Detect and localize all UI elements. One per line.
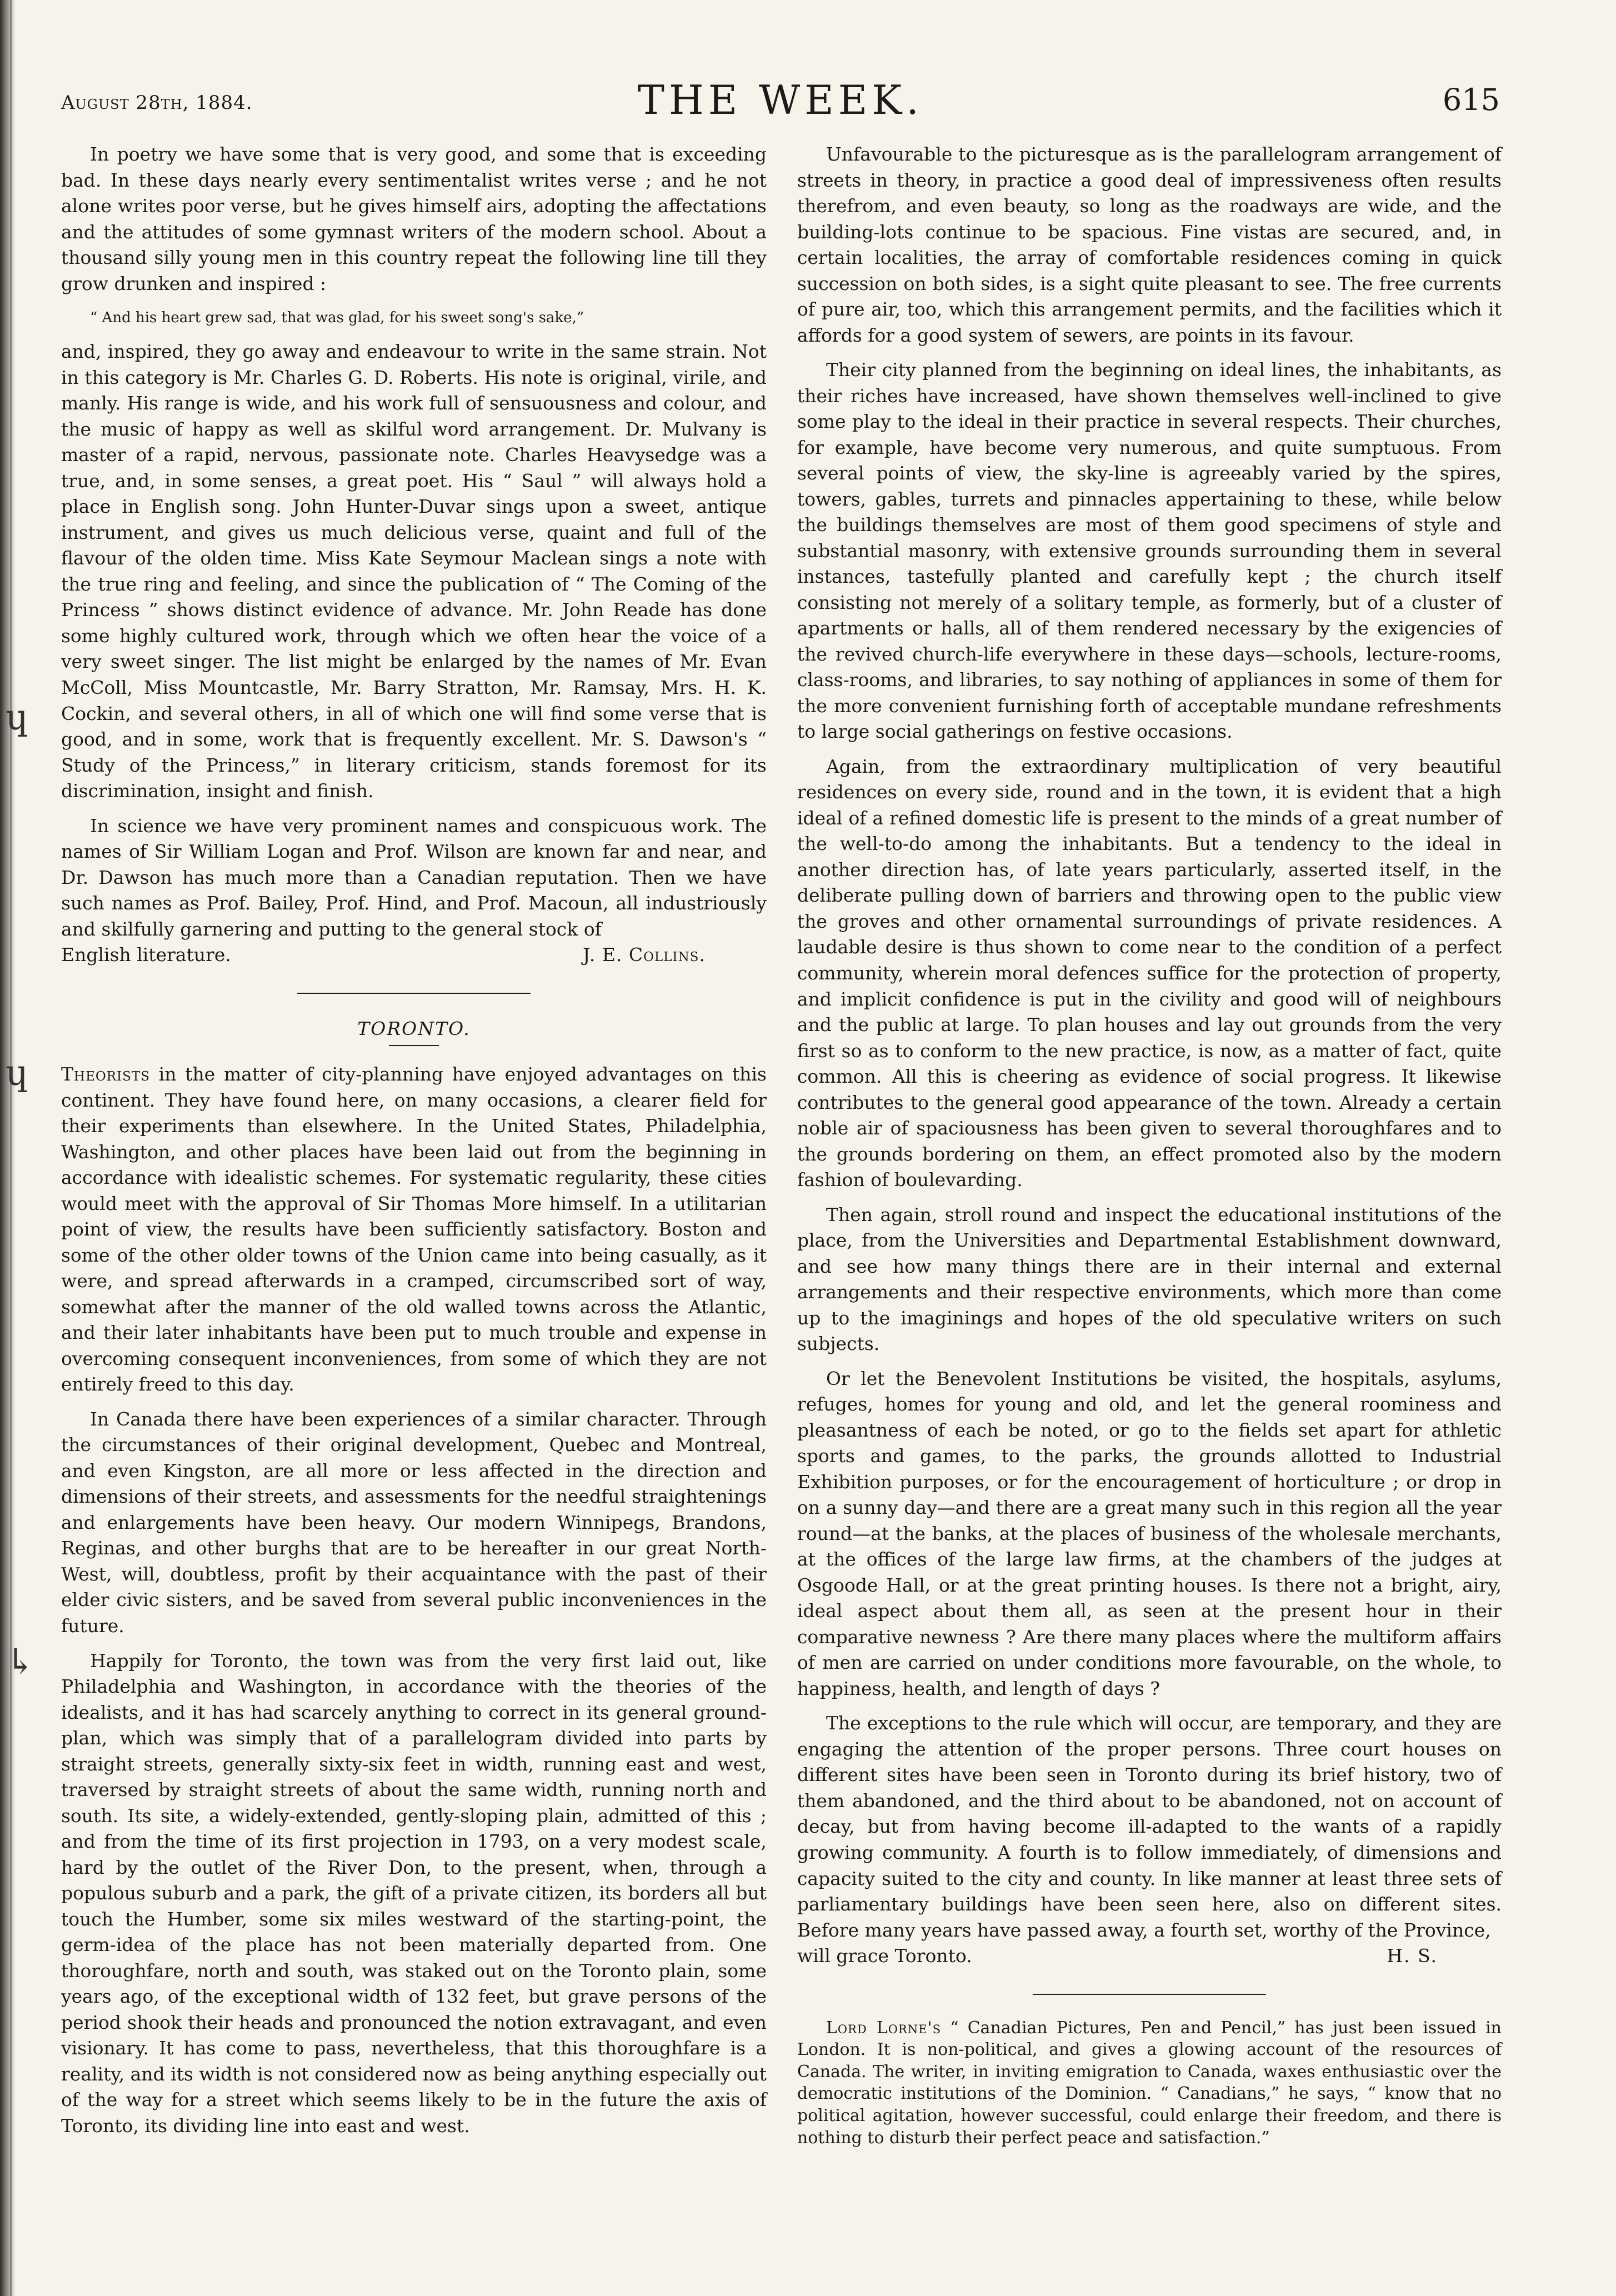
closing-words: English literature.	[61, 944, 231, 966]
title-underline	[389, 1045, 439, 1046]
paragraph-churches: Their city planned from the beginning on ideal lines, the inhabitants, as their riches have increased, have shown themselves well-inclined to give some play to the ideal in their practice in several respects. Their churches, for example, have become very numerous, and quite sumptuous. From several points of view, the sky-line is agreeably varied by the spires, towers, gables, turrets and pinnacles appertaining to these, while below the buildings themselves are most of them good specimens of style and substantial masonry, with extensive grounds surrounding them in several instances, tastefully planted and carefully kept ; the church itself consisting not merely of a solitary temple, as formerly, but of a cluster of apartments or halls, all of them rendered necessary by the exigencies of the revived church-life everywhere in these days—schools, lecture-rooms, class-rooms, and libraries, to say nothing of appliances in some of them for the more convenient furnishing forth of acceptable mundane refreshments to large social gatherings on festive occasions.	[797, 359, 1502, 743]
signoff-line	[61, 942, 767, 968]
author-signature: H. S.	[1387, 1945, 1438, 1967]
section-divider	[297, 993, 531, 994]
quoted-verse-line: “ And his heart grew sad, that was glad, for his sweet song's sake,”	[90, 309, 584, 327]
newspaper-title: THE WEEK.	[637, 77, 924, 123]
binding-line	[10, 0, 12, 2296]
issue-date: August 28th, 1884.	[61, 92, 253, 114]
page-number: 615	[1442, 82, 1500, 117]
closing-words: will grace Toronto.	[797, 1945, 972, 1967]
lead-word: Theorists	[61, 1063, 150, 1086]
paragraph-poetry: In poetry we have some that is very good, and some that is exceeding bad. In these days nearly every sentimentalist writes verse ; and he not alone writes poor verse, but he gives himself airs, adopting the affectations and the attitudes of some gymnast writers of the modern school. About a thousand silly young men in this country repeat the following line till they grow drunken and inspired :	[61, 143, 767, 294]
margin-mark: ↳	[6, 1642, 36, 1683]
paragraph-science: In science we have very prominent names and conspicuous work. The names of Sir William Logan and Prof. Wilson are known far and near, and Dr. Dawson has much more than a Canadian reputation. Then we have such names as Prof. Bailey, Prof. Hind, and Prof. Macoun, all industriously and skilfully garnering and putting to the general stock of	[61, 814, 767, 940]
paragraph-canada: In Canada there have been experiences of a similar character. Through the circumstances of their original development, Quebec and Montreal, and even Kingston, are all more or less affected in the direction and dimensions of their streets, and assessments for the needful straightenings and enlargements have been heavy. Our modern Winnipegs, Brandons, Reginas, and other burghs that are to be hereafter in our great North-West, will, doubtless, profit by their acquaintance with the past of their elder civic sisters, and be saved from several public inconveniences in the future.	[61, 1408, 767, 1637]
section-title: TORONTO.	[357, 1017, 471, 1039]
section-divider	[1033, 1994, 1266, 1995]
paragraph-poets: and, inspired, they go away and endeavour to write in the same strain. Not in this category is Mr. Charles G. D. Roberts. His note is original, virile, and manly. His range is wide, and his work full of sensuousness and colour, and the music of happy as well as skilful word arrangement. Dr. Mulvany is master of a rapid, nervous, passionate note. Charles Heavysedge was a true, and, in some senses, a great poet. His “ Saul ” will always hold a place in English song. John Hunter-Duvar sings upon a sweet, antique instrument, and gives us much delicious verse, quaint and full of the flavour of the olden time. Miss Kate Seymour Maclean sings a note with the true ring and feeling, and since the publication of “ The Coming of the Princess ” shows distinct evidence of advance. Mr. John Reade has done some highly cultured work, through which we often hear the voice of a very sweet singer. The list might be enlarged by the names of Mr. Evan McColl, Miss Mountcastle, Mr. Barry Stratton, Mr. Ramsay, Mrs. H. K. Cockin, and several others, in all of which one will find some verse that is good, and in some, work that is frequently excellent. Mr. S. Dawson's “ Study of the Princess,” in literary criticism, stands foremost for its discrimination, insight and finish.	[61, 341, 767, 802]
paragraph-institutions: Or let the Benevolent Institutions be visited, the hospitals, asylums, refuges, homes for young and old, and let the general roominess and pleasantness of each be noted, or go to the fields set apart for athletic sports and games, to the parks, the grounds allotted to Industrial Exhibition purposes, or for the encouragement of horticulture ; or drop in on a sunny day—and there are a great many such in this region all the year round—at the banks, at the places of business of the wholesale merchants, at the offices of the large law firms, at the chambers of the judges at Osgoode Hall, or at the great printing houses. Is there not a bright, airy, ideal aspect about them all, as seen at the present hour in their comparative newness ? Are there many places where the multiform affairs of men are carried on under conditions more favourable, on the whole, to happiness, health, and length of days ?	[797, 1367, 1502, 1699]
paragraph-text: in the matter of city-planning have enjoyed advantages on this continent. They have found here, on many occasions, a clearer field for their experiments than elsewhere. In the United States, Philadelphia, Washington, and other places have been laid out from the beginning in accordance with idealistic schemes. For systematic regularity, these cities would meet with the approval of Sir Thomas More himself. In a utilitarian point of view, the results have been sufficiently satisfactory. Boston and some of the other older towns of the Union came into being casually, as it were, and spread afterwards in a cramped, circumscribed sort of way, somewhat after the manner of the old walled towns across the Atlantic, and their later inhabitants have been put to much trouble and expense in overcoming consequent inconveniences, from some of which they are not entirely freed to this day.	[61, 1063, 767, 1395]
margin-mark: ɥ	[6, 697, 29, 738]
margin-mark: ɥ	[6, 1053, 29, 1094]
lead-word: Lord Lorne's	[826, 2018, 942, 2038]
signoff-line	[797, 1943, 1502, 1969]
page-header	[61, 67, 1500, 128]
paragraph-exceptions: The exceptions to the rule which will occur, are temporary, and they are engaging the attention of the proper persons. Three court houses on different sites have been seen in Toronto during its brief history, two of them abandoned, and the third about to be abandoned, not on account of decay, but from having become ill-adapted to the wants of a rapidly growing community. A fourth is to follow immediately, of dimensions and capacity suited to the city and county. In like manner at least three sets of parliamentary buildings have been seen here, also on different sites. Before many years have passed away, a fourth set, worthy of the Province,	[797, 1712, 1502, 1941]
notice-text: “ Canadian Pictures, Pen and Pencil,” has just been issued in London. It is non-political, and gives a glowing account of the resources of Canada. The writer, in inviting emigration to Canada, waxes enthusiastic over the democratic institutions of the Dominion. “ Canadians,” he says, “ know that no political agitation, however successful, could enlarge their freedom, and there is nothing to disturb their perfect peace and satisfaction.”	[797, 2018, 1502, 2148]
paragraph-parallelogram: Unfavourable to the picturesque as is the parallelogram arrangement of streets in theory, in practice a good deal of impressiveness often results therefrom, and even beauty, so long as the roadways are wide, and the building-lots continue to be spacious. Fine vistas are secured, and, in certain localities, the array of comfortable residences coming in quick succession on both sides, is a sight quite pleasant to see. The free currents of pure air, too, which this arrangement permits, and the facilities which it affords for a good system of sewers, are points in its favour.	[797, 143, 1502, 346]
right-column	[797, 142, 1502, 2149]
paragraph-toronto-plan: Happily for Toronto, the town was from the very first laid out, like Philadelphia and Washington, in accordance with the theories of the idealists, and it has had scarcely anything to correct in its general ground-plan, which was simply that of a parallelogram divided into parts by straight streets, generally sixty-six feet in width, running east and west, traversed by straight streets of about the same width, running north and south. Its site, a widely-extended, gently-sloping plain, admitted of this ; and from the time of its first projection in 1793, on a very modest scale, hard by the outlet of the River Don, to the present, when, through a populous suburb and a park, the gift of a private citizen, its borders all but touch the Humber, some six miles westward of the starting-point, the germ-idea of the place has not been materially departed from. One thoroughfare, north and south, was staked out on the Toronto plain, some years ago, of the exceptional width of 132 feet, but grave persons of the period shook their heads and pronounced the notion extravagant, and even visionary. It has come to pass, nevertheless, that this thoroughfare is a reality, and its width is not considered now as being anything especially out of the way for a street which seems likely to be in the future the axis of Toronto, its dividing line into east and west.	[61, 1649, 767, 2137]
notice-paragraph	[797, 2017, 1502, 2149]
paragraph-residences: Again, from the extraordinary multiplication of very beautiful residences on every side, round and in the town, it is evident that a high ideal of a refined domestic life is present to the minds of a great number of the well-to-do among the inhabitants. But a tendency to the ideal in another direction has, of late years particularly, asserted itself, in the deliberate pulling down of barriers and throwing open to the public view the groves and other ornamental surroundings of private residences. A laudable desire is thus shown to come near to the condition of a perfect community, wherein moral defences suffice for the protection of property, and implicit confidence is put in the civility and good will of neighbours and the public at large. To plan houses and lay out grounds from the very first so as to conform to the new practice, is now, as a matter of fact, quite common. All this is cheering as evidence of social progress. It likewise contributes to the general good appearance of the town. Already a certain noble air of spaciousness has been given to several thoroughfares and to the grounds bordering on them, an effect promoted also by the modern fashion of boulevarding.	[797, 755, 1502, 1191]
left-column	[61, 142, 767, 2139]
paragraph-education: Then again, stroll round and inspect the educational institutions of the place, from the Universities and Departmental Establishment downward, and see how many things there are in their internal and external arrangements and their respective environments, which more than come up to the imaginings and hopes of the old speculative writers on such subjects.	[797, 1203, 1502, 1355]
lord-lorne-notice	[797, 2017, 1502, 2149]
paragraph-city-planning	[61, 1062, 767, 1398]
author-signature: J. E. Collins.	[583, 944, 706, 966]
page-binding-edge	[0, 0, 16, 2296]
